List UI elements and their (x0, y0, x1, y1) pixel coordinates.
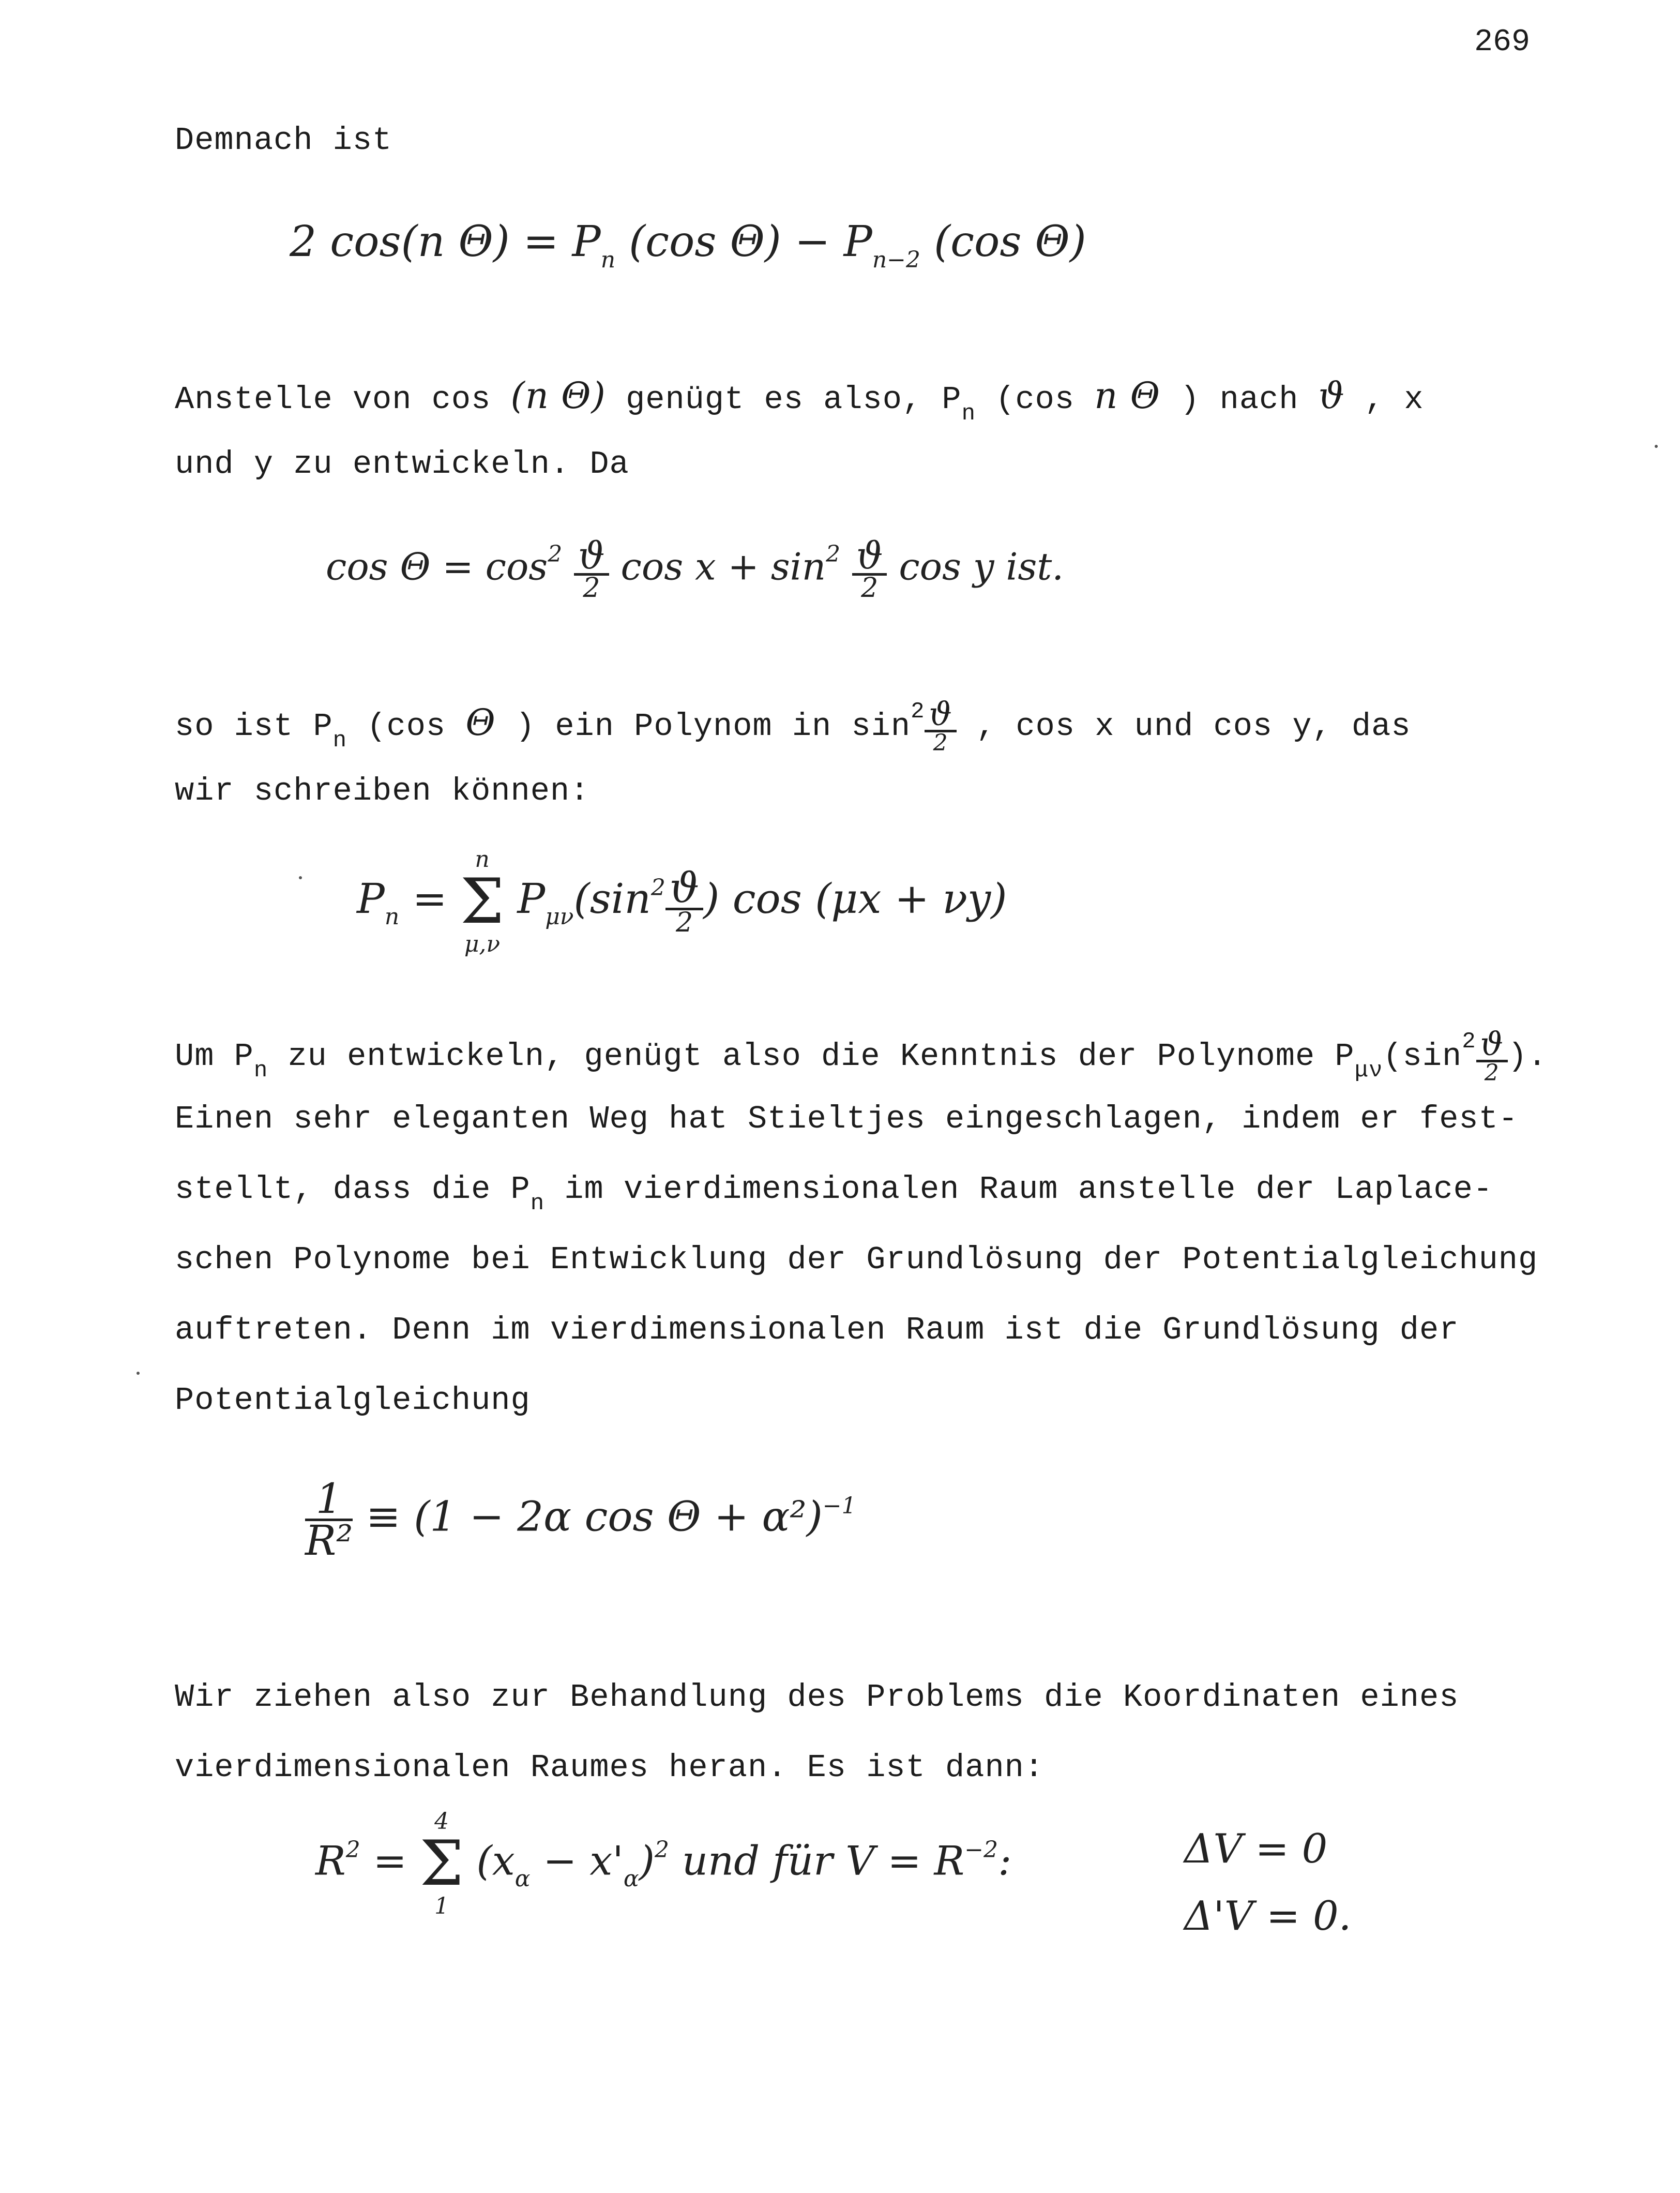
anstelle-part-e: , x (1364, 381, 1424, 418)
eq5-part-f: : (998, 1838, 1012, 1885)
stellt-part-b: im vierdimensionalen Raum anstelle der Laplace- (564, 1171, 1493, 1208)
equation-grundloesung (305, 1475, 856, 1565)
eq5-sup1: 2 (345, 1836, 360, 1863)
eq3-lhs-sub: n (384, 904, 400, 930)
eq3-lhs: P (357, 875, 385, 923)
eq5-summation (420, 1810, 464, 1918)
equation-r-squared (315, 1810, 1011, 1918)
text-line-vierdimensionalen: vierdimensionalen Raumes heran. Es ist dann: (175, 1749, 1045, 1786)
eq5-sum-symbol: Σ (419, 1828, 464, 1900)
eq5-sum-bottom: 1 (434, 1893, 449, 1919)
eq4-frac-den: R² (305, 1516, 353, 1565)
so-ist-part-d: , cos x und cos y, das (976, 708, 1411, 745)
eq1-part-b: (cos Θ) − P (629, 217, 872, 266)
eq3-summation (460, 848, 504, 956)
subscript-n-4: n (530, 1191, 545, 1216)
eq3-equals: = (412, 875, 447, 923)
eq2-part-c: cos y ist. (899, 545, 1064, 589)
so-ist-part-b: (cos (367, 708, 446, 745)
text-line-wir-ziehen: Wir ziehen also zur Behandlung des Problems die Koordinaten eines (175, 1679, 1459, 1716)
eq1-sub-n-2: n−2 (872, 247, 921, 273)
text-line-auftreten: auftreten. Denn im vierdimensionalen Raum ist die Grundlösung der (175, 1312, 1459, 1348)
eq2-frac2-num: ϑ (852, 538, 887, 576)
text-line-stellt (175, 1171, 1493, 1216)
eq5-sup3: −2 (964, 1836, 998, 1863)
eq2-sup-1: 2 (548, 541, 563, 568)
eq3-b-sub: μν (545, 904, 574, 930)
text-line-so-ist (175, 695, 1411, 756)
text-line-wir-schreiben: wir schreiben können: (175, 773, 590, 809)
eq2-part-a: cos Θ = cos (326, 545, 548, 589)
eq4-fraction (305, 1475, 353, 1565)
anstelle-part-b: genügt es also, P (626, 381, 962, 418)
subscript-n-3: n (253, 1058, 268, 1084)
eq5-sub2: α (623, 1865, 639, 1892)
eq2-sup-2: 2 (826, 541, 841, 568)
inline-frac-num-b: ϑ (1476, 1029, 1508, 1062)
equation-cos-theta (326, 534, 1064, 604)
equation-laplace-2: Δ'V = 0. (1184, 1893, 1352, 1940)
superscript-2-b: 2 (1462, 1029, 1476, 1055)
eq4-frac-num: 1 (305, 1479, 353, 1521)
eq5-sum-top: 4 (434, 1808, 449, 1835)
text-line-schen-polynome: schen Polynome bei Entwicklung der Grundlösung der Potentialgleichung (175, 1241, 1538, 1278)
eq2-fraction-2 (852, 534, 887, 604)
eq3-part-c: (sin (573, 875, 651, 923)
so-ist-part-c: ) ein Polynom in sin (515, 708, 911, 745)
text-line-potentialgleichung: Potentialgleichung (175, 1382, 531, 1419)
handwritten-n-theta-2: n Θ (1094, 374, 1160, 417)
eq3-frac-den: 2 (675, 907, 693, 938)
eq3-sum-bottom: μ,ν (464, 931, 501, 957)
text-line-einen-sehr: Einen sehr eleganten Weg hat Stieltjes eingeschlagen, indem er fest- (175, 1101, 1519, 1137)
eq3-part-b: P (517, 875, 546, 923)
text-line-anstelle (175, 374, 1424, 427)
handwritten-n-theta: (n Θ) (510, 374, 606, 417)
so-ist-part-a: so ist P (175, 708, 333, 745)
fraction-vartheta-2-b (1476, 1025, 1508, 1086)
text-line-demnach: Demnach ist (175, 122, 392, 159)
scan-speck (137, 1372, 140, 1375)
eq3-sum-top: n (475, 846, 490, 873)
eq3-frac-num: ϑ (665, 868, 703, 910)
eq5-part-c: − x' (543, 1838, 624, 1885)
eq3-sup: 2 (650, 875, 665, 901)
text-line-um-p (175, 1025, 1548, 1086)
handwritten-vartheta: ϑ (1318, 374, 1345, 417)
eq3-fraction (665, 863, 703, 938)
equation-2cos-ntheta (290, 217, 1086, 273)
subscript-mu-nu: μν (1354, 1058, 1383, 1084)
eq3-part-d: ) cos (μx + νy) (703, 875, 1007, 923)
eq4-part-a: ≡ (1 − 2α cos Θ + α²) (366, 1492, 823, 1541)
equation-pn-sum (357, 848, 1007, 956)
um-p-part-d: ). (1507, 1038, 1548, 1075)
handwritten-theta: Θ (465, 701, 496, 744)
stellt-part-a: stellt, dass die P (175, 1171, 531, 1208)
eq2-part-b: cos x + sin (620, 545, 826, 589)
inline-frac-den: 2 (933, 729, 948, 756)
text-line-und-y: und y zu entwickeln. Da (175, 446, 629, 483)
inline-frac-num: ϑ (925, 699, 956, 732)
superscript-2: 2 (911, 699, 925, 725)
equation-laplace-1: ΔV = 0 (1184, 1826, 1328, 1872)
um-p-part-b: zu entwickeln, genügt also die Kenntnis der Polynome P (287, 1038, 1355, 1075)
anstelle-part-c: (cos (995, 381, 1075, 418)
inline-frac-den-b: 2 (1484, 1059, 1500, 1086)
eq3-sum-symbol: Σ (460, 866, 504, 938)
subscript-n-2: n (332, 728, 347, 754)
anstelle-part-d: ) nach (1180, 381, 1299, 418)
eq5-equals: = (373, 1838, 407, 1885)
page-number: 269 (1474, 25, 1530, 60)
eq1-part-c: (cos Θ) (934, 217, 1086, 266)
scan-speck (299, 876, 302, 879)
um-p-part-a: Um P (175, 1038, 254, 1075)
subscript-n: n (961, 401, 976, 427)
eq2-frac1-den: 2 (583, 573, 600, 604)
anstelle-part-a: Anstelle von cos (175, 381, 491, 418)
eq5-part-e: und für V = R (682, 1838, 965, 1885)
scan-speck (1655, 445, 1658, 448)
eq1-part-a: 2 cos(n Θ) = P (290, 217, 601, 266)
eq4-sup: −1 (822, 1492, 856, 1519)
eq2-frac1-num: ϑ (574, 538, 609, 576)
eq5-part-b: (x (476, 1838, 515, 1885)
um-p-part-c: (sin (1383, 1038, 1462, 1075)
eq5-part-a: R (315, 1838, 346, 1885)
eq1-sub-n: n (600, 247, 616, 273)
eq5-sup2: 2 (655, 1836, 670, 1863)
eq2-fraction-1 (574, 534, 609, 604)
eq5-sub1: α (514, 1865, 531, 1892)
eq2-frac2-den: 2 (861, 573, 879, 604)
eq5-part-d: ) (639, 1838, 655, 1885)
fraction-vartheta-2 (925, 695, 956, 756)
